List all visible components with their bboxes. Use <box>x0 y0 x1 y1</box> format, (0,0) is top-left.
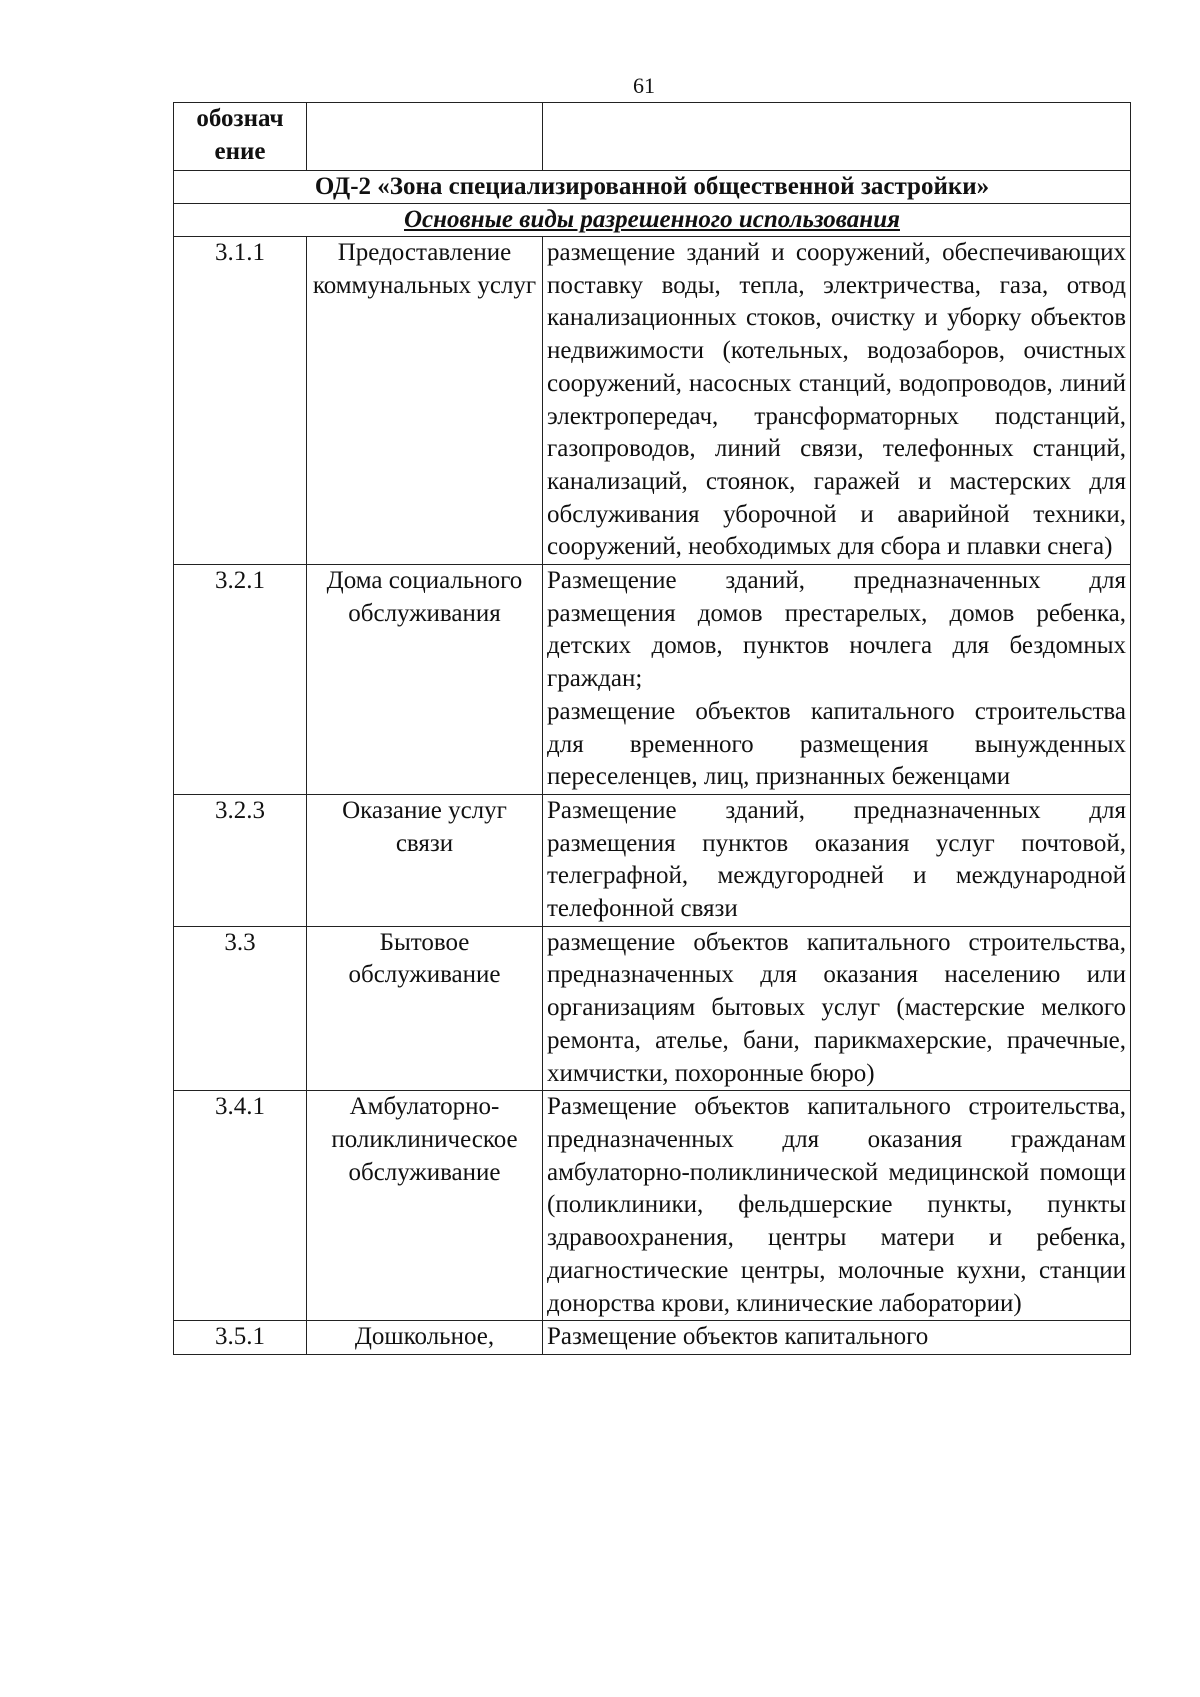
land-use-table <box>173 102 1131 1355</box>
table-row <box>174 565 1131 795</box>
description-paragraph: Размещение объектов капитального строительства, предназначенных для оказания гражданам амбулаторно-поликлинической медицинской помощи (поликлиники, фельдшерские пункты, пункты здравоохранения, центры матери и ребенка, диагностические центры, молочные кухни, станции донорства крови, клинические лаборатории) <box>547 1093 1126 1317</box>
description-paragraph: Размещение зданий, предназначенных для размещения домов престарелых, домов ребенка, детских домов, пунктов ночлега для бездомных граждан; <box>547 567 1126 693</box>
row-description <box>543 565 1131 795</box>
row-name: Предоставление коммунальных услуг <box>307 237 543 565</box>
row-code: 3.5.1 <box>174 1321 307 1355</box>
row-code: 3.3 <box>174 926 307 1091</box>
header-line-2: ение <box>214 137 266 165</box>
header-cell-empty-2 <box>543 103 1131 171</box>
description-paragraph: размещение зданий и сооружений, обеспечивающих поставку воды, тепла, электричества, газа, отвод канализационных стоков, очистку и уборку объектов недвижимости (котельных, водозаборов, очистных сооружений, насосных станций, водопроводов, линий электропередач, трансформаторных подстанций, газопроводов, линий связи, телефонных станций, канализаций, стоянок, гаражей и мастерских для обслуживания уборочной и аварийной техники, сооружений, необходимых для сбора и плавки снега) <box>547 239 1126 561</box>
row-name: Бытовое обслуживание <box>307 926 543 1091</box>
row-description <box>543 1321 1131 1355</box>
page-number: 61 <box>633 73 655 98</box>
row-name: Амбулаторно-поликлиническое обслуживание <box>307 1091 543 1321</box>
table-header-row <box>174 103 1131 171</box>
section-title-row <box>174 204 1131 237</box>
section-title: Основные виды разрешенного использования <box>174 204 1131 237</box>
description-paragraph: размещение объектов капитального строительства, предназначенных для оказания населению или организациям бытовых услуг (мастерские мелкого ремонта, ателье, бани, парикмахерские, прачечные, химчистки, похоронные бюро) <box>547 928 1126 1087</box>
table-row <box>174 1321 1131 1355</box>
description-paragraph: размещение объектов капитального строительства для временного размещения вынужденных переселенцев, лиц, признанных беженцами <box>547 697 1126 791</box>
zone-title-row <box>174 171 1131 204</box>
table-row <box>174 794 1131 926</box>
table-row <box>174 926 1131 1091</box>
header-cell-empty-1 <box>307 103 543 171</box>
row-code: 3.2.3 <box>174 794 307 926</box>
row-description <box>543 794 1131 926</box>
row-name: Дома социального обслуживания <box>307 565 543 795</box>
row-name: Дошкольное, <box>307 1321 543 1355</box>
row-description <box>543 926 1131 1091</box>
description-paragraph: Размещение объектов капитального <box>547 1323 929 1351</box>
row-description <box>543 237 1131 565</box>
zone-title: ОД-2 «Зона специализированной общественной застройки» <box>174 171 1131 204</box>
row-code: 3.4.1 <box>174 1091 307 1321</box>
row-name: Оказание услуг связи <box>307 794 543 926</box>
row-code: 3.1.1 <box>174 237 307 565</box>
description-paragraph: Размещение зданий, предназначенных для размещения пунктов оказания услуг почтовой, телеграфной, междугородней и международной телефонной связи <box>547 796 1126 923</box>
header-line-1: обознач <box>196 105 284 132</box>
table-row <box>174 237 1131 565</box>
table-row <box>174 1091 1131 1321</box>
row-description <box>543 1091 1131 1321</box>
header-cell-designation <box>174 103 307 171</box>
row-code: 3.2.1 <box>174 565 307 795</box>
